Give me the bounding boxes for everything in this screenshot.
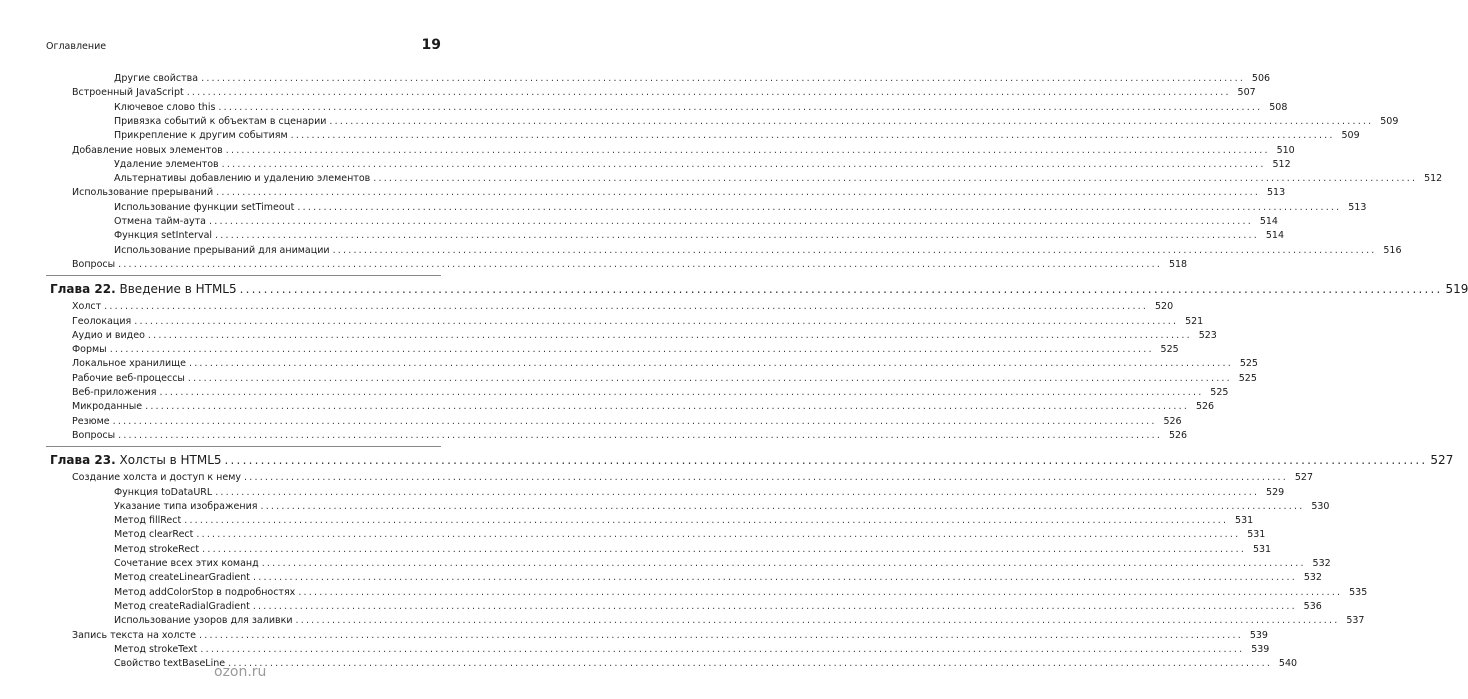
watermark: ozon.ru bbox=[214, 664, 267, 680]
page-header bbox=[46, 37, 441, 57]
dot-leader: ........................................................................................................................................................................................................ bbox=[200, 643, 1245, 655]
dot-leader: ........................................................................................................................................................................................................ bbox=[112, 415, 1157, 427]
toc-entry-title: Резюме bbox=[72, 415, 110, 427]
toc-page-number: 530 bbox=[1311, 500, 1330, 512]
toc-page-number: 518 bbox=[1168, 258, 1188, 270]
toc-entry-title: Функция setInterval bbox=[114, 230, 213, 242]
toc-page-number: 527 bbox=[1430, 453, 1454, 468]
toc-page-number: 527 bbox=[1294, 472, 1313, 484]
chapter-label: Глава 22. bbox=[50, 282, 116, 297]
toc-entry-title: Использование узоров для заливки bbox=[114, 615, 293, 627]
toc-page-number: 514 bbox=[1265, 230, 1284, 242]
toc-page-number: 526 bbox=[1168, 429, 1188, 441]
toc-page-number: 523 bbox=[1198, 329, 1217, 341]
toc-entry-title: Встроенный JavaScript bbox=[72, 87, 184, 99]
toc-page-number: 508 bbox=[1269, 101, 1288, 113]
dot-leader: ........................................................................................................................................................................................................ bbox=[329, 115, 1374, 127]
toc-entry-title bbox=[50, 280, 237, 298]
toc-entry-title: Другие свойства bbox=[114, 73, 199, 84]
dot-leader: ........................................................................................................................................................................................................ bbox=[295, 615, 1340, 627]
dot-leader: ........................................................................................................................................................................................................ bbox=[209, 216, 1253, 227]
chapter-title: Холсты в HTML5 bbox=[119, 453, 222, 468]
chapter-label: Глава 23. bbox=[50, 453, 116, 468]
toc-entry-title: Ключевое слово this bbox=[114, 101, 216, 113]
dot-leader: ........................................................................................................................................................................................................ bbox=[297, 201, 1342, 213]
toc-entry-title: Локальное хранилище bbox=[72, 358, 186, 370]
toc-entry-title: Метод addColorStop в подробностях bbox=[114, 586, 296, 598]
toc-entry[interactable] bbox=[114, 101, 1288, 115]
toc-entry-title: Функция toDataURL bbox=[114, 486, 213, 498]
toc-page-number: 539 bbox=[1251, 643, 1270, 655]
toc-entry[interactable] bbox=[72, 315, 1204, 329]
toc-entry[interactable] bbox=[114, 229, 1284, 243]
page-number: 19 bbox=[421, 37, 441, 53]
toc-entry[interactable] bbox=[114, 557, 1331, 571]
toc-entry-title: Сочетание всех этих команд bbox=[114, 558, 259, 569]
toc-entry-title: Метод createLinearGradient bbox=[114, 572, 251, 584]
toc-page-number: 531 bbox=[1247, 529, 1266, 541]
toc-entry[interactable] bbox=[72, 400, 1215, 414]
dot-leader: ........................................................................................................................................................................................................ bbox=[239, 282, 1443, 297]
toc-entry[interactable] bbox=[114, 543, 1272, 557]
dot-leader: ........................................................................................................................................................................................................ bbox=[261, 558, 1306, 569]
dot-leader: ........................................................................................................................................................................................................ bbox=[199, 629, 1243, 641]
toc-page-number: 521 bbox=[1185, 315, 1204, 327]
toc-page-number: 512 bbox=[1424, 173, 1443, 185]
toc-entry-title: Использование функции setTimeout bbox=[114, 201, 295, 213]
dot-leader: ........................................................................................................................................................................................................ bbox=[159, 387, 1204, 398]
dot-leader: ........................................................................................................................................................................................................ bbox=[253, 572, 1297, 584]
dot-leader: ........................................................................................................................................................................................................ bbox=[186, 87, 1231, 99]
dot-leader: ........................................................................................................................................................................................................ bbox=[145, 401, 1190, 413]
toc-entry[interactable] bbox=[114, 643, 1270, 657]
toc-entry[interactable] bbox=[114, 244, 1402, 258]
toc-entry[interactable] bbox=[114, 500, 1330, 514]
toc-entry[interactable] bbox=[114, 657, 1298, 671]
toc-entry[interactable] bbox=[72, 86, 1256, 100]
toc-entry-title: Метод fillRect bbox=[114, 515, 182, 527]
toc-entry-title: Рабочие веб-процессы bbox=[72, 372, 185, 384]
toc-entry-title bbox=[50, 451, 222, 469]
toc-entry[interactable] bbox=[72, 471, 1313, 485]
dot-leader: ........................................................................................................................................................................................................ bbox=[215, 486, 1260, 498]
toc-entry-title: Свойство textBaseLine bbox=[114, 658, 226, 670]
toc-page-number: 532 bbox=[1312, 558, 1331, 569]
dot-leader: ........................................................................................................................................................................................................ bbox=[373, 173, 1418, 185]
chapter-title: Введение в HTML5 bbox=[119, 282, 237, 297]
toc-entry-title: Использование прерываний для анимации bbox=[114, 244, 330, 256]
toc-entry-title: Прикрепление к другим событиям bbox=[114, 130, 288, 142]
toc-page-number: 531 bbox=[1252, 543, 1272, 555]
toc-entry-title: Указание типа изображения bbox=[114, 500, 258, 512]
toc-entry-title: Холст bbox=[72, 301, 102, 313]
toc-entry-title: Вопросы bbox=[72, 429, 116, 441]
toc-entry[interactable] bbox=[114, 600, 1322, 614]
toc-entry[interactable] bbox=[72, 372, 1257, 386]
toc-page-number: 510 bbox=[1276, 144, 1295, 156]
toc-entry-title: Привязка событий к объектам в сценарии bbox=[114, 115, 327, 127]
dot-leader: ........................................................................................................................................................................................................ bbox=[201, 73, 1246, 84]
dot-leader: ........................................................................................................................................................................................................ bbox=[202, 543, 1247, 555]
dot-leader: ........................................................................................................................................................................................................ bbox=[184, 515, 1229, 527]
chapter-divider bbox=[46, 446, 441, 447]
toc-entry[interactable] bbox=[72, 343, 1179, 357]
toc-chapter[interactable] bbox=[50, 280, 1468, 298]
toc-entry[interactable] bbox=[72, 258, 1188, 272]
toc-page-number: 520 bbox=[1154, 301, 1174, 313]
toc-entry-title: Создание холста и доступ к нему bbox=[72, 472, 242, 484]
toc-page-number: 535 bbox=[1349, 586, 1368, 598]
toc-entry-title: Удаление элементов bbox=[114, 158, 219, 170]
dot-leader: ........................................................................................................................................................................................................ bbox=[187, 372, 1232, 384]
toc-page-number: 516 bbox=[1383, 244, 1402, 256]
toc-page-number: 525 bbox=[1239, 358, 1258, 370]
toc-page-number: 509 bbox=[1341, 130, 1360, 142]
toc-entry[interactable] bbox=[114, 115, 1399, 129]
toc-entry[interactable] bbox=[114, 172, 1443, 186]
toc-entry[interactable] bbox=[72, 386, 1229, 400]
dot-leader: ........................................................................................................................................................................................................ bbox=[118, 258, 1163, 270]
toc-entry[interactable] bbox=[114, 129, 1360, 143]
toc-entry[interactable] bbox=[114, 72, 1271, 86]
toc-page-number: 525 bbox=[1238, 372, 1257, 384]
toc-entry[interactable] bbox=[72, 300, 1174, 314]
dot-leader: ........................................................................................................................................................................................................ bbox=[244, 472, 1288, 484]
toc-entry-title: Метод strokeRect bbox=[114, 543, 200, 555]
dot-leader: ........................................................................................................................................................................................................ bbox=[260, 500, 1305, 512]
toc-page-number: 514 bbox=[1259, 216, 1278, 227]
toc-entry[interactable] bbox=[72, 429, 1188, 443]
dot-leader: ........................................................................................................................................................................................................ bbox=[298, 586, 1343, 598]
toc-entry[interactable] bbox=[72, 144, 1295, 158]
toc-page-number: 531 bbox=[1235, 515, 1254, 527]
dot-leader: ........................................................................................................................................................................................................ bbox=[196, 529, 1241, 541]
toc-entry[interactable] bbox=[114, 486, 1285, 500]
toc-page-number: 539 bbox=[1249, 629, 1268, 641]
toc-entry[interactable] bbox=[114, 528, 1266, 542]
toc-entry-title: Микроданные bbox=[72, 401, 143, 413]
dot-leader: ........................................................................................................................................................................................................ bbox=[134, 315, 1179, 327]
toc-page-number: 526 bbox=[1163, 415, 1182, 427]
toc-entry[interactable] bbox=[72, 357, 1258, 371]
toc-page-number: 532 bbox=[1303, 572, 1322, 584]
toc-page-number: 540 bbox=[1278, 658, 1298, 670]
toc-chapter[interactable] bbox=[50, 451, 1454, 469]
dot-leader: ........................................................................................................................................................................................................ bbox=[147, 329, 1192, 341]
dot-leader: ........................................................................................................................................................................................................ bbox=[225, 144, 1270, 156]
dot-leader: ........................................................................................................................................................................................................ bbox=[228, 658, 1273, 670]
toc-page-number: 513 bbox=[1266, 187, 1286, 199]
toc-page-number: 529 bbox=[1266, 486, 1285, 498]
toc-entry[interactable] bbox=[72, 415, 1182, 429]
toc-page-number: 525 bbox=[1210, 387, 1229, 398]
toc-entry[interactable] bbox=[114, 201, 1367, 215]
toc-page-number: 537 bbox=[1346, 615, 1365, 627]
dot-leader: ........................................................................................................................................................................................................ bbox=[290, 130, 1335, 142]
dot-leader: ........................................................................................................................................................................................................ bbox=[118, 429, 1163, 441]
toc-entry[interactable] bbox=[114, 586, 1368, 600]
toc-entry-title: Метод clearRect bbox=[114, 529, 194, 541]
dot-leader: ........................................................................................................................................................................................................ bbox=[215, 230, 1259, 242]
toc-entry-title: Метод createRadialGradient bbox=[114, 600, 250, 612]
toc-entry-title: Отмена тайм-аута bbox=[114, 216, 206, 227]
toc-page-number: 507 bbox=[1237, 87, 1256, 99]
toc-page-number: 536 bbox=[1303, 600, 1322, 612]
dot-leader: ........................................................................................................................................................................................................ bbox=[216, 187, 1261, 199]
toc-page-number: 509 bbox=[1380, 115, 1399, 127]
toc-entry-title: Веб-приложения bbox=[72, 387, 157, 398]
dot-leader: ........................................................................................................................................................................................................ bbox=[252, 600, 1297, 612]
dot-leader: ........................................................................................................................................................................................................ bbox=[221, 158, 1266, 170]
toc-entry-title: Альтернативы добавлению и удалению элементов bbox=[114, 173, 371, 185]
toc-entry[interactable] bbox=[114, 215, 1278, 229]
toc-entry[interactable] bbox=[72, 329, 1217, 343]
dot-leader: ........................................................................................................................................................................................................ bbox=[224, 453, 1428, 468]
toc-entry-title: Аудио и видео bbox=[72, 329, 145, 341]
dot-leader: ........................................................................................................................................................................................................ bbox=[218, 101, 1263, 113]
toc-page-number: 519 bbox=[1445, 282, 1468, 297]
toc-page-number: 526 bbox=[1195, 401, 1215, 413]
running-head: Оглавление bbox=[46, 41, 107, 52]
toc-page-number: 512 bbox=[1272, 158, 1291, 170]
toc-page-number: 506 bbox=[1251, 73, 1271, 84]
toc-entry[interactable] bbox=[114, 158, 1291, 172]
toc-entry[interactable] bbox=[114, 514, 1254, 528]
toc-entry-title: Добавление новых элементов bbox=[72, 144, 223, 156]
toc-entry[interactable] bbox=[114, 614, 1365, 628]
toc-entry-title: Использование прерываний bbox=[72, 187, 214, 199]
dot-leader: ........................................................................................................................................................................................................ bbox=[104, 301, 1149, 313]
toc-entry-title: Вопросы bbox=[72, 258, 116, 270]
toc-entry-title: Запись текста на холсте bbox=[72, 629, 197, 641]
toc-page-number: 525 bbox=[1160, 344, 1179, 356]
toc-entry-title: Формы bbox=[72, 344, 107, 356]
toc-entry-title: Геолокация bbox=[72, 315, 132, 327]
toc-entry[interactable] bbox=[72, 186, 1286, 200]
toc-entry-title: Метод strokeText bbox=[114, 643, 198, 655]
dot-leader: ........................................................................................................................................................................................................ bbox=[109, 344, 1154, 356]
toc-entry[interactable] bbox=[72, 629, 1268, 643]
toc-page-number: 513 bbox=[1348, 201, 1367, 213]
dot-leader: ........................................................................................................................................................................................................ bbox=[188, 358, 1233, 370]
dot-leader: ........................................................................................................................................................................................................ bbox=[332, 244, 1377, 256]
toc-entry[interactable] bbox=[114, 571, 1322, 585]
chapter-divider bbox=[46, 275, 441, 276]
